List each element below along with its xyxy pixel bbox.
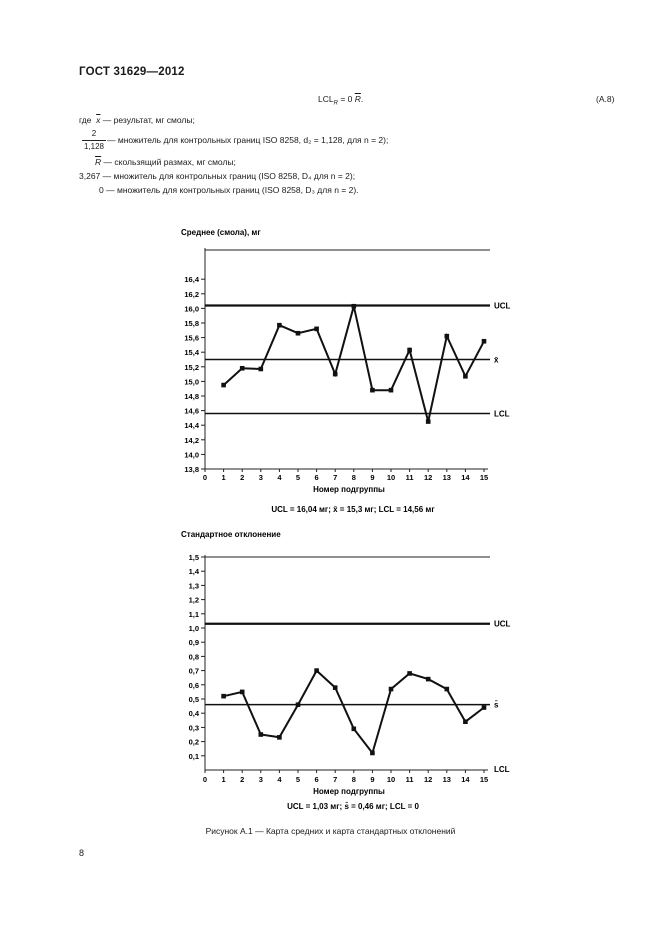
y-tick-label: 15,6	[184, 333, 199, 343]
data-point	[333, 685, 338, 690]
data-point	[370, 388, 375, 393]
xbar-desc: — результат, мг смолы;	[102, 115, 195, 125]
y-tick-label: 14,6	[184, 406, 199, 416]
frac-desc: — множитель для контрольных границ ISO 8258, d₂ = 1,128, для n = 2);	[107, 135, 389, 145]
x-tick-label: 8	[351, 775, 356, 784]
data-point	[445, 334, 450, 339]
rbar-desc: — скользящий размах, мг смолы;	[103, 157, 236, 167]
data-point	[426, 419, 431, 424]
y-tick-label: 13,8	[184, 465, 199, 474]
lcl-label: LCL	[494, 765, 510, 774]
y-tick-label: 1,2	[188, 595, 199, 605]
x-tick-label: 13	[442, 775, 451, 784]
data-point	[482, 339, 487, 344]
y-tick-label: 15,4	[184, 348, 199, 358]
xbar-symbol: $\overline{x}$	[96, 115, 101, 125]
data-point	[352, 304, 357, 309]
data-point	[407, 348, 412, 353]
y-tick-label: 15,2	[184, 362, 199, 372]
y-tick-label: 14,0	[184, 450, 199, 460]
data-point	[277, 323, 282, 328]
x-tick-label: 13	[442, 473, 451, 482]
data-point	[333, 372, 338, 377]
data-point	[314, 668, 319, 673]
center-label: s̄	[494, 700, 499, 710]
lcl-label: LCL	[494, 409, 510, 419]
chart-title: Стандартное отклонение	[181, 530, 281, 539]
x-tick-label: 11	[405, 775, 414, 784]
data-point	[277, 735, 282, 740]
data-point	[445, 687, 450, 692]
data-point	[389, 388, 394, 393]
x-tick-label: 1	[221, 473, 226, 482]
x-tick-label: 14	[461, 775, 470, 784]
x-tick-label: 9	[370, 775, 375, 784]
y-tick-label: 0,1	[188, 751, 199, 761]
data-point	[389, 687, 394, 692]
data-series-line	[224, 306, 484, 421]
x-tick-label: 5	[295, 775, 301, 784]
y-tick-label: 1,5	[188, 553, 199, 562]
data-point	[314, 327, 319, 332]
x-tick-label: 1	[221, 775, 226, 784]
data-point	[352, 727, 357, 732]
d3-value: 0	[99, 185, 104, 195]
data-point	[296, 331, 301, 336]
y-tick-label: 1,3	[188, 581, 199, 591]
y-tick-label: 1,4	[188, 567, 199, 577]
formula-rhs-prefix: = 0	[340, 94, 353, 104]
formula-tail: .	[360, 94, 364, 104]
formula-rhs-var: $\overline{R}$	[354, 94, 361, 104]
data-point	[259, 732, 264, 737]
x-tick-label: 10	[386, 775, 396, 784]
chart-summary: UCL = 16,04 мг; x̄ = 15,3 мг; LCL = 14,56 мг	[271, 505, 435, 514]
x-tick-label: 8	[351, 473, 356, 482]
mean-chart	[181, 228, 511, 514]
rbar-symbol: $\overline{R}$	[95, 157, 102, 167]
page-number: 8	[79, 848, 85, 858]
formula-sub: R	[333, 100, 338, 107]
y-tick-label: 0,6	[188, 680, 199, 690]
y-tick-label: 14,4	[184, 421, 199, 431]
data-point	[407, 671, 412, 676]
x-tick-label: 10	[386, 473, 396, 482]
y-tick-label: 0,5	[188, 695, 199, 704]
data-point	[240, 366, 245, 371]
data-point	[370, 751, 375, 756]
x-tick-label: 12	[424, 473, 433, 482]
y-tick-label: 16,4	[184, 275, 199, 285]
x-tick-label: 15	[479, 775, 489, 784]
x-tick-label: 6	[314, 473, 319, 482]
x-tick-label: 6	[314, 775, 319, 784]
y-tick-label: 15,8	[184, 319, 199, 328]
y-tick-label: 14,2	[184, 435, 199, 445]
document-header: ГОСТ 31629—2012	[79, 66, 185, 78]
stddev-chart	[181, 530, 511, 811]
chart-title: Среднее (смола), мг	[181, 228, 261, 237]
y-tick-label: 1,1	[188, 609, 199, 619]
x-tick-label: 0	[202, 775, 208, 784]
y-tick-label: 1,0	[188, 624, 199, 633]
y-tick-label: 15,0	[184, 377, 199, 387]
formula-lhs: LCL	[318, 94, 334, 104]
d3-desc: — множитель для контрольных границ (ISO 8258, D₃ для n = 2).	[106, 185, 359, 195]
x-tick-label: 7	[333, 473, 338, 482]
x-tick-label: 2	[240, 775, 245, 784]
figure-caption: Рисунок А.1 — Карта средних и карта стандартных отклонений	[205, 826, 456, 836]
y-tick-label: 0,4	[188, 709, 199, 719]
d4-value: 3,267	[79, 171, 101, 181]
x-tick-label: 7	[333, 775, 338, 784]
x-tick-label: 2	[240, 473, 245, 482]
y-tick-label: 0,2	[188, 737, 199, 747]
y-tick-label: 16,2	[184, 289, 199, 299]
x-tick-label: 15	[479, 473, 489, 482]
center-label: x̄	[494, 355, 499, 365]
data-point	[221, 383, 226, 388]
data-point	[221, 694, 226, 699]
d4-desc: — множитель для контрольных границ (ISO 8258, D₄ для n = 2);	[102, 171, 356, 181]
y-tick-label: 0,9	[188, 638, 199, 648]
data-point	[296, 702, 301, 707]
x-tick-label: 12	[424, 775, 433, 784]
x-tick-label: 0	[202, 473, 208, 482]
data-point	[426, 677, 431, 682]
y-tick-label: 0,7	[188, 666, 199, 676]
y-tick-label: 0,3	[188, 723, 199, 733]
formula-number: (А.8)	[596, 94, 615, 104]
data-point	[240, 690, 245, 695]
y-tick-label: 0,8	[188, 652, 199, 662]
where-label: где	[79, 115, 92, 125]
ucl-label: UCL	[494, 301, 511, 311]
fraction-denominator: 1,128	[83, 142, 105, 151]
y-tick-label: 16,0	[184, 304, 199, 314]
data-point	[482, 705, 487, 710]
x-tick-label: 9	[370, 473, 375, 482]
data-series-line	[224, 671, 484, 753]
x-tick-label: 3	[258, 775, 263, 784]
data-point	[259, 367, 264, 372]
ucl-label: UCL	[494, 619, 511, 629]
x-tick-label: 3	[258, 473, 263, 482]
x-tick-label: 4	[277, 473, 282, 482]
data-point	[463, 719, 468, 724]
x-axis-label: Номер подгруппы	[313, 787, 385, 796]
chart-summary: UCL = 1,03 мг; s̄ = 0,46 мг; LCL = 0	[287, 802, 419, 811]
data-point	[463, 374, 468, 379]
x-tick-label: 11	[405, 473, 414, 482]
x-tick-label: 4	[277, 775, 282, 784]
y-tick-label: 14,8	[184, 392, 199, 401]
fraction-numerator: 2	[91, 129, 97, 138]
x-tick-label: 5	[295, 473, 301, 482]
x-tick-label: 14	[461, 473, 470, 482]
x-axis-label: Номер подгруппы	[313, 485, 385, 494]
